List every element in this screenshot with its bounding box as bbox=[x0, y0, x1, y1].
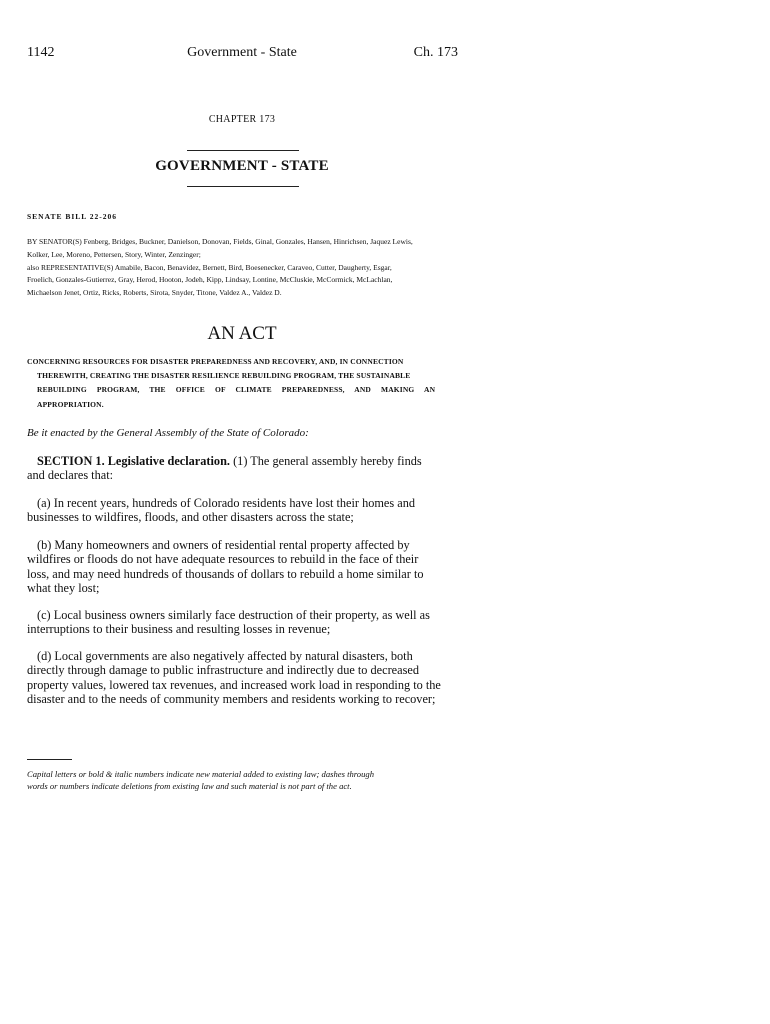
footnote-line: Capital letters or bold & italic numbers indicate new material added to existing law; dashes through bbox=[27, 769, 374, 779]
chapter-reference: Ch. 173 bbox=[413, 45, 458, 60]
chapter-title: GOVERNMENT - STATE bbox=[155, 158, 329, 174]
act-title bbox=[27, 355, 458, 412]
enacting-clause: Be it enacted by the General Assembly of the State of Colorado: bbox=[27, 427, 309, 439]
section-text: (1) The general assembly hereby finds bbox=[230, 454, 422, 468]
paragraph-line: (a) In recent years, hundreds of Colorado residents have lost their homes and bbox=[37, 496, 416, 510]
sponsors-line: Kolker, Lee, Moreno, Pettersen, Story, Winter, Zenzinger; bbox=[27, 249, 201, 259]
title-rule-top bbox=[187, 150, 299, 151]
paragraph-line: loss, and may need hundreds of thousands of dollars to rebuild a home similar to bbox=[27, 566, 424, 581]
paragraph-d bbox=[27, 649, 458, 707]
title-rule-bottom bbox=[187, 186, 299, 187]
section-heading: SECTION 1. Legislative declaration. bbox=[37, 454, 230, 468]
running-title: Government - State bbox=[187, 45, 297, 60]
paragraph-line: what they lost; bbox=[27, 581, 100, 596]
paragraph-line: property values, lowered tax revenues, and increased work load in responding to the bbox=[27, 677, 441, 692]
sponsors-line: also REPRESENTATIVE(S) Amabile, Bacon, Benavidez, Bernett, Bird, Boesenecker, Caraveo, Cutter, Daugherty, Esgar, bbox=[27, 262, 392, 272]
sponsors-list bbox=[27, 236, 459, 300]
footnote-rule bbox=[27, 759, 72, 760]
paragraph-c bbox=[27, 608, 458, 637]
chapter-label: CHAPTER 173 bbox=[208, 114, 276, 125]
paragraph-line: businesses to wildfires, floods, and other disasters across the state; bbox=[27, 510, 354, 525]
paragraph-line: interruptions to their business and resulting losses in revenue; bbox=[27, 622, 331, 637]
footnote-line: words or numbers indicate deletions from existing law and such material is not part of the act. bbox=[27, 781, 352, 792]
footnote bbox=[27, 768, 459, 792]
paragraph-line: (c) Local business owners similarly face destruction of their property, as well as bbox=[37, 608, 430, 622]
page-number: 1142 bbox=[27, 45, 55, 60]
act-title-line: APPROPRIATION. bbox=[37, 399, 104, 409]
bill-number: SENATE BILL 22-206 bbox=[27, 212, 117, 221]
paragraph-line: disaster and to the needs of community members and residents working to recover; bbox=[27, 692, 436, 707]
sponsors-line: Froelich, Gonzales-Gutierrez, Gray, Herod, Hooton, Jodeh, Kipp, Lindsay, Lontine, McCluskie, McCormick, McLachlan, bbox=[27, 275, 393, 285]
act-title-line: REBUILDING PROGRAM, THE OFFICE OF CLIMATE PREPAREDNESS, AND MAKING AN bbox=[37, 385, 436, 395]
act-heading: AN ACT bbox=[207, 323, 277, 344]
sponsors-line: BY SENATOR(S) Fenberg, Bridges, Buckner, Danielson, Donovan, Fields, Ginal, Gonzales, Hansen, Hinrichsen, Jaquez Lewis, bbox=[27, 237, 413, 246]
paragraph-line: (d) Local governments are also negatively affected by natural disasters, both bbox=[37, 649, 413, 663]
sponsors-line: Michaelson Jenet, Ortiz, Ricks, Roberts, Sirota, Snyder, Titone, Valdez A., Valdez D. bbox=[27, 288, 282, 298]
paragraph-line: (b) Many homeowners and owners of residential rental property affected by bbox=[37, 538, 410, 552]
paragraph-line: directly through damage to public infrastructure and indirectly due to decreased bbox=[27, 663, 419, 678]
act-title-line: CONCERNING RESOURCES FOR DISASTER PREPAREDNESS AND RECOVERY, AND, IN CONNECTION bbox=[27, 357, 404, 366]
paragraph-line: wildfires or floods do not have adequate resources to rebuild in the face of their bbox=[27, 552, 419, 567]
act-title-line: THEREWITH, CREATING THE DISASTER RESILIENCE REBUILDING PROGRAM, THE SUSTAINABLE bbox=[37, 371, 411, 381]
paragraph-a bbox=[27, 496, 458, 525]
paragraph-b bbox=[27, 538, 458, 596]
section-1 bbox=[27, 454, 458, 483]
section-text: and declares that: bbox=[27, 468, 114, 483]
